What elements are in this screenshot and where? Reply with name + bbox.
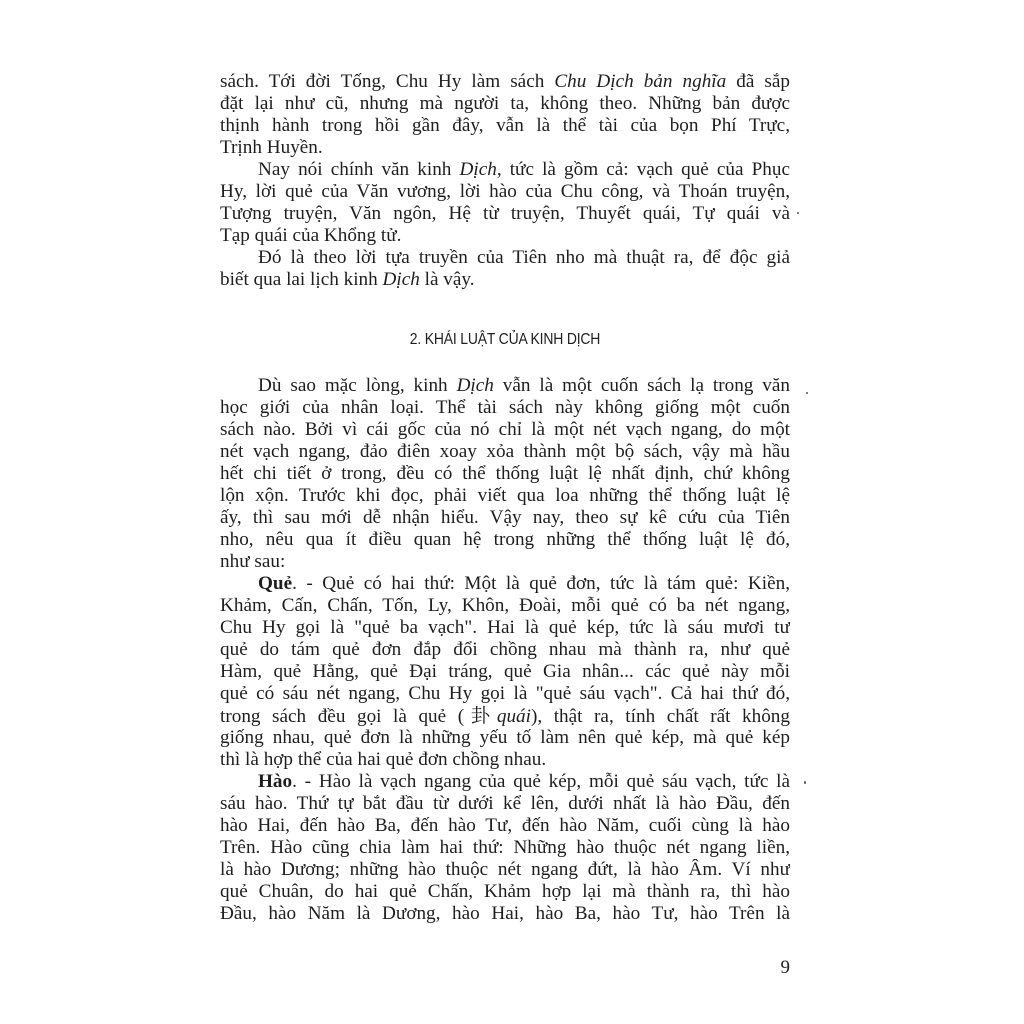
scan-speck [806, 392, 808, 394]
book-title: Chu Dịch bản nghĩa [554, 71, 727, 92]
text-line: là hào Dương; những hào thuộc nét ngang đứt, là hào Âm. Ví như [220, 859, 790, 880]
text-line: Nay nói chính văn kinh Dịch, tức là gồm cả: vạch quẻ của Phục [258, 159, 790, 180]
text-line: quẻ do tám quẻ đơn đắp đổi chồng nhau mà thành ra, như quẻ [220, 639, 790, 660]
text-line: lộn xộn. Trước khi đọc, phải viết qua loa những thể thống luật lệ [220, 485, 790, 506]
paragraph-3 [220, 247, 790, 291]
text-line: Chu Hy gọi là "quẻ ba vạch". Hai là quẻ kép, tức là sáu mươi tư [220, 617, 790, 638]
text-line: Trên. Hào cũng chia làm hai thứ: Những hào thuộc nét ngang liền, [220, 837, 790, 858]
text-line: ấy, thì sau mới dễ nhận hiểu. Vậy nay, theo sự kê cứu của Tiên [220, 507, 790, 528]
text-line: hào Hai, đến hào Ba, đến hào Tư, đến hào Năm, cuối cùng là hào [220, 815, 790, 836]
text-line: biết qua lai lịch kinh Dịch là vậy. [220, 269, 475, 290]
text-line: Hy, lời quẻ của Văn vương, lời hào của Chu công, và Thoán truyện, [220, 181, 790, 202]
text-line: quẻ Chuân, do hai quẻ Chấn, Khảm hợp lại mà thành ra, thì hào [220, 881, 790, 902]
text-line: Tượng truyện, Văn ngôn, Hệ từ truyện, Thuyết quái, Tự quái và [220, 203, 790, 224]
section-heading: 2. KHÁI LUẬT CỦA KINH DỊCH [409, 331, 601, 348]
text-line: Đầu, hào Năm là Dương, hào Hai, hào Ba, hào Tư, hào Trên là [220, 903, 790, 924]
text-line: Hào. - Hào là vạch ngang của quẻ kép, mỗi quẻ sáu vạch, tức là [258, 771, 790, 792]
scan-speck [804, 781, 806, 784]
term-que: Quẻ [258, 573, 293, 594]
text-line: Hàm, quẻ Hằng, quẻ Đại tráng, quẻ Gia nhân... các quẻ này mỗi [220, 661, 790, 682]
text-line: sách nào. Bởi vì cái gốc của nó chỉ là một nét vạch ngang, do một [220, 419, 790, 440]
text-line: nét vạch ngang, đảo điên xoay xỏa thành một bộ sách, vậy mà hầu [220, 441, 790, 462]
text-line: Khảm, Cấn, Chấn, Tốn, Ly, Khôn, Đoài, mỗi quẻ có ba nét ngang, [220, 595, 790, 616]
text-line: Quẻ. - Quẻ có hai thứ: Một là quẻ đơn, tức là tám quẻ: Kiền, [258, 573, 790, 594]
paragraph-1 [220, 71, 790, 159]
scan-speck [797, 212, 799, 214]
term-hao: Hào [258, 771, 293, 792]
text-line: hết chi tiết ở trong, đều có thể thống luật lệ nhất định, chứ không [220, 463, 790, 484]
text-line: như sau: [220, 551, 286, 572]
paragraph-2 [220, 159, 790, 247]
text-line: Tạp quái của Khổng tử. [220, 225, 402, 246]
text-line: Đó là theo lời tựa truyền của Tiên nho mà thuật ra, để độc giả [258, 247, 790, 268]
text-line: nho, nêu qua ít điều quan hệ trong những thể thống luật lệ đó, [220, 529, 790, 550]
han-character: 卦 [464, 705, 497, 727]
paragraph-4 [220, 375, 790, 573]
text-line: giống nhau, quẻ đơn là những yếu tố làm nên quẻ kép, mà quẻ kép [220, 727, 790, 748]
paragraph-hao [220, 771, 790, 925]
paragraph-que [220, 573, 790, 771]
text-line: học giới của nhân loại. Thể tài sách này không giống một cuốn [220, 397, 790, 418]
text-line: thịnh hành trong hồi gần đây, vẫn là thể tài của bọn Phí Trực, [220, 115, 790, 136]
text-line: sách. Tới đời Tống, Chu Hy làm sách Chu Dịch bản nghĩa đã sắp [220, 71, 790, 92]
page-number: 9 [780, 957, 790, 978]
text-line: thì là hợp thể của hai quẻ đơn chồng nhau. [220, 749, 547, 770]
text-line: sáu hào. Thứ tự bắt đầu từ dưới kể lên, dưới nhất là hào Đầu, đến [220, 793, 790, 814]
text-line: Trịnh Huyền. [220, 137, 323, 158]
text-line: trong sách đều gọi là quẻ (卦quái), thật ra, tính chất rất không [220, 705, 790, 727]
text-line: Dù sao mặc lòng, kinh Dịch vẫn là một cuốn sách lạ trong văn [258, 375, 790, 396]
text-line: quẻ có sáu nét ngang, Chu Hy gọi là "quẻ sáu vạch". Cả hai thứ đó, [220, 683, 790, 704]
text-line: đặt lại như cũ, nhưng mà người ta, không theo. Những bản được [220, 93, 790, 114]
